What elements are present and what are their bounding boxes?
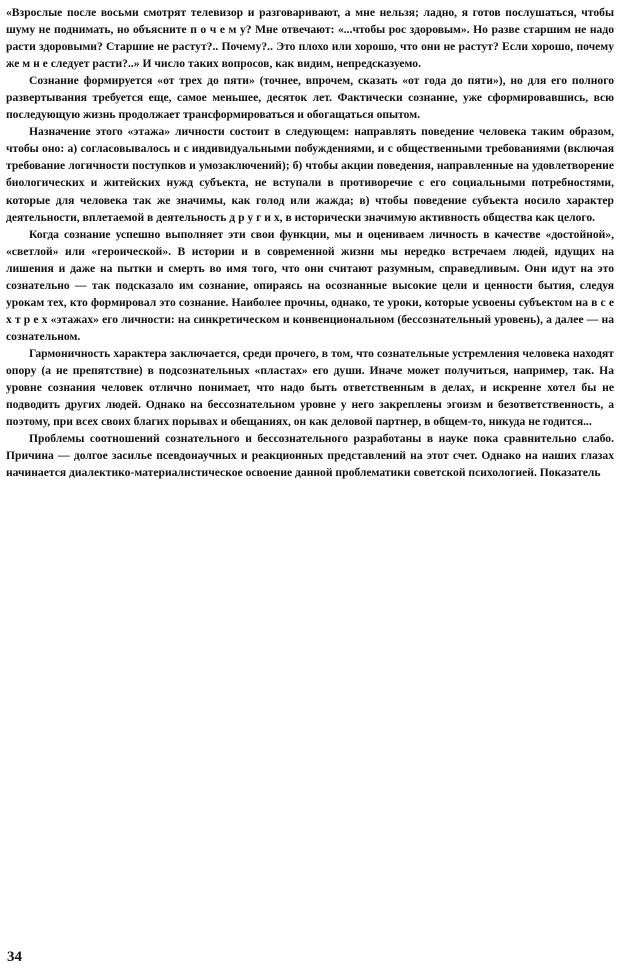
paragraph-4: Когда сознание успешно выполняет эти свои функции, мы и оцениваем личность в качестве «достойной», «светлой» или «героической». В истории и в современной жизни мы нередко встречаем людей, идущих на лишения и даже на пытки и смерть во имя того, что они считают разумным, справедливым. Они идут на это сознательно — так подсказало им сознание, опираясь на осознанные высокие цели и ценности бытия, следуя урокам тех, кто формировал это сознание. Наиболее прочны, однако, те уроки, которые усвоены субъектом на в с е х т р е х «этажах» его личности: на синкретическом и конвенциональном (бессознательный уровень), а далее — на сознательном. (6, 227, 614, 343)
paragraph-2: Сознание формируется «от трех до пяти» (точнее, впрочем, сказать «от года до пяти»), но для его полного развертывания требуется еще, самое меньшее, десяток лет. Фактически сознание, уже сформировавшись, всю последующую жизнь продолжает трансформироваться и обогащаться опытом. (6, 74, 614, 122)
paragraph-5: Гармоничность характера заключается, среди прочего, в том, что сознательные устремления человека находят опору (а не препятствие) в подсознательных «пластах» его души. Иначе может получиться, например, так. На уровне сознания человек отлично понимает, что надо быть ответственным в делах, и искренне хотел бы не подводить других людей. Однако на бессознательном уровне у него закреплены эгоизм и безответственность, а поэтому, при всех своих благих порывах и обещаниях, он как деловой партнер, в общем-то, никуда не годится... (6, 346, 614, 429)
paragraph-1: «Взрослые после восьми смотрят телевизор и разговаривают, а мне нельзя; ладно, я готов послушаться, чтобы шуму не поднимать, но объясните п о ч е м у? Мне отвечают: «...чтобы рос здоровым». Но разве старшим не надо расти здоровыми? Старшие не растут?.. Почему?.. Это плохо или хорошо, что они не растут? Если хорошо, почему же м н е следует расти?..» И число таких вопросов, как видим, непредсказуемо. (6, 6, 614, 71)
paragraph-6: Проблемы соотношений сознательного и бессознательного разработаны в науке пока сравнительно слабо. Причина — долгое засилье псевдонаучных и реакционных представлений на этот счет. Однако на наших глазах начинается диалектико-материалистическое освоение данной проблематики советской психологией. Показатель (6, 432, 614, 480)
paragraph-3: Назначение этого «этажа» личности состоит в следующем: направлять поведение человека таким образом, чтобы оно: а) согласовывалось и с индивидуальными побуждениями, и с общественными требованиями (включая требование логичности поступков и умозаключений); б) чтобы акции поведения, направленные на удовлетворение биологических и житейских нужд субъекта, не вступали в противоречие с его социальными потребностями, которые для человека так же значимы, как голод или жажда; в) чтобы поведение субъекта носило характер деятельности, вплетаемой в деятельность д р у г и х, в исторически значимую активность общества как целого. (6, 125, 614, 224)
page-body (6, 4, 614, 971)
page-number: 34 (7, 949, 22, 965)
